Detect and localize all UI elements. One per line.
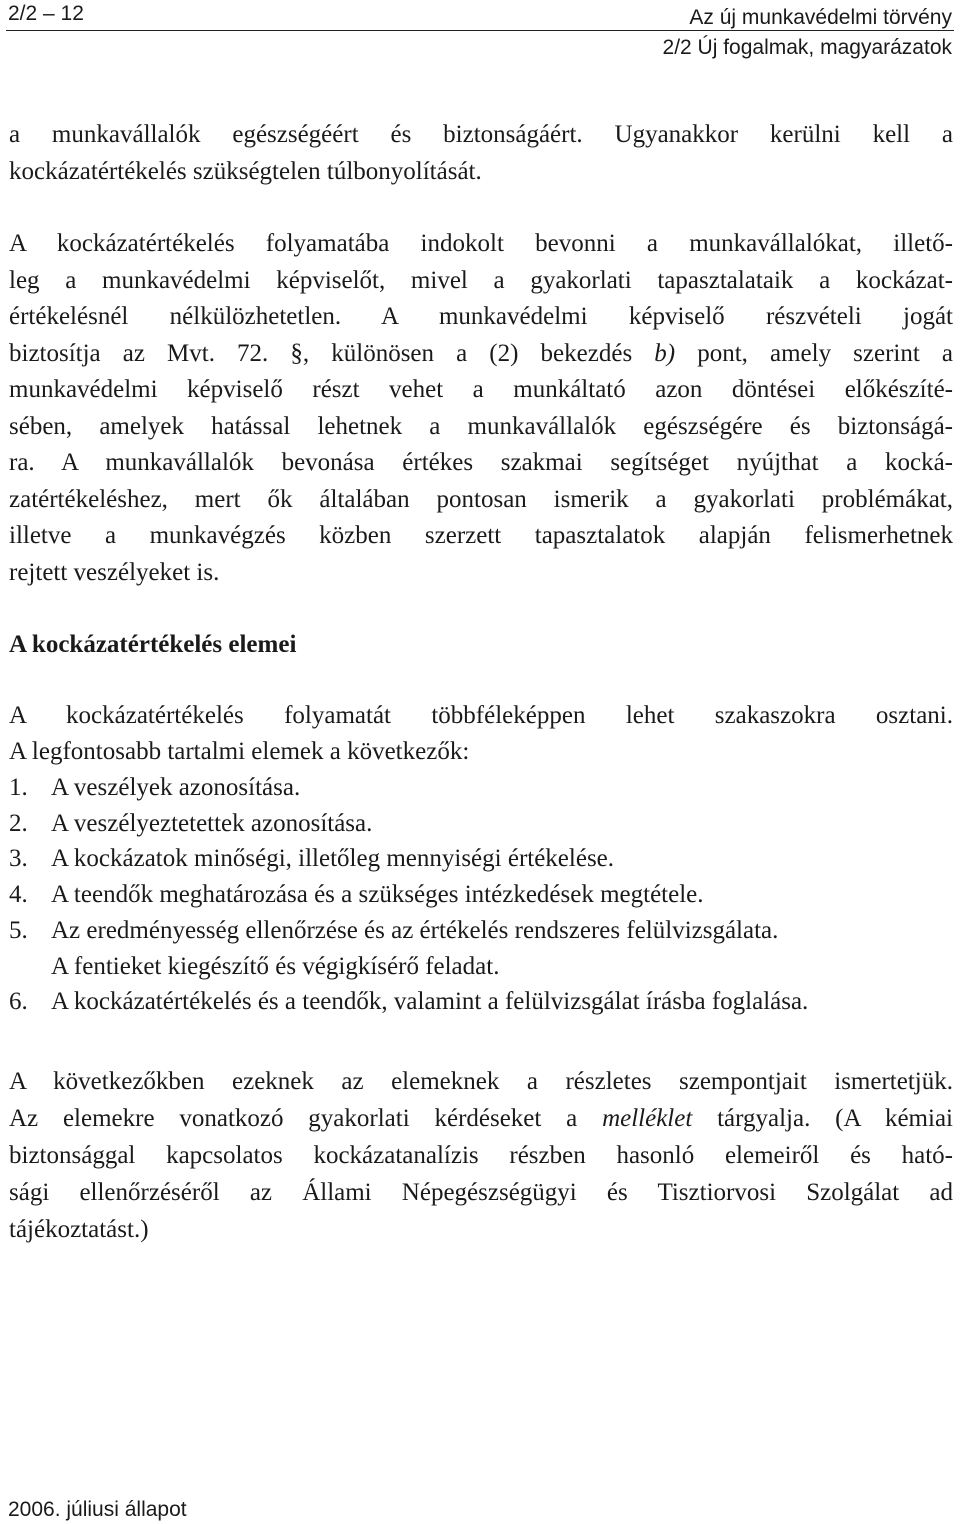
paragraph-line: sági ellenőrzéséről az Állami Népegészségügyi és Tisztiorvosi Szolgálat ad [9, 1179, 953, 1206]
footer-date-status: 2006. júliusi állapot [8, 1498, 187, 1521]
list-number: 6. [9, 988, 28, 1016]
elements-list [9, 770, 953, 1020]
paragraph-line: illetve a munkavégzés közben szerzett tapasztalatok alapján felismerhetnek [9, 522, 953, 549]
italic-run: b) [654, 339, 676, 367]
paragraph-line: biztonsággal kapcsolatos kockázatanalízis részben hasonló elemeiről és ható- [9, 1142, 953, 1169]
list-text: A teendők meghatározása és a szükséges intézkedések megtétele. [51, 881, 704, 909]
paragraph-2 [9, 226, 953, 591]
intro-line: A kockázatértékelés folyamatát többféleképpen lehet szakaszokra osztani. [9, 702, 953, 729]
list-text: A kockázatok minőségi, illetőleg mennyiségi értékelése. [51, 845, 615, 873]
list-text: A veszélyek azonosítása. [51, 774, 301, 801]
list-text: Az eredményesség ellenőrzése és az értékelés rendszeres felülvizsgálata. [51, 916, 779, 944]
paragraph-line: rejtett veszélyeket is. [9, 558, 220, 586]
paragraph-1 [9, 117, 953, 190]
paragraph-line: értékelésnél nélkülözhetetlen. A munkavédelmi képviselő részvételi jogát [9, 303, 953, 330]
text-run: biztosítja az Mvt. 72. §, különösen a (2) bekezdés [9, 339, 655, 367]
paragraph-line: kockázatértékelés szükségtelen túlbonyolítását. [9, 157, 482, 185]
paragraph-line: leg a munkavédelmi képviselőt, mivel a gyakorlati tapasztalataik a kockázat- [9, 266, 953, 294]
intro-line: A legfontosabb tartalmi elemek a következők: [9, 738, 470, 765]
list-item [9, 770, 953, 806]
paragraph-line: a munkavállalók egészségéért és biztonságáért. Ugyanakkor kerülni kell a [9, 121, 953, 148]
running-header [663, 1, 952, 65]
paragraph-line: A következőkben ezeknek az elemeknek a részletes szempontjait ismertetjük. [9, 1068, 953, 1095]
book-title: Az új munkavédelmi törvény [689, 6, 952, 29]
paragraph-line: A kockázatértékelés folyamatába indokolt bevonni a munkavállalókat, illető- [9, 230, 953, 257]
text-run: pont, amely szerint a [675, 339, 953, 367]
list-text: A veszélyeztetettek azonosítása. [51, 809, 373, 837]
text-run: tárgyalja. (A kémiai [692, 1105, 953, 1132]
list-item [9, 806, 953, 842]
section-intro [9, 698, 953, 770]
list-text-continuation: A fentieket kiegészítő és végigkísérő feladat. [51, 952, 500, 980]
italic-run: melléklet [602, 1105, 693, 1132]
list-number: 4. [9, 881, 28, 909]
list-item [9, 984, 953, 1020]
page-reference: 2/2 – 12 [8, 2, 84, 25]
list-item [9, 913, 953, 984]
list-text: A kockázatértékelés és a teendők, valamint a felülvizsgálat írásba foglalása. [51, 988, 809, 1016]
section-heading: A kockázatértékelés elemei [9, 631, 297, 658]
list-item [9, 877, 953, 913]
paragraph-line: munkavédelmi képviselő részt vehet a munkáltató azon döntései előkészíté- [9, 376, 953, 403]
closing-paragraph [9, 1063, 953, 1248]
paragraph-line: zatértékeléshez, mert ők általában pontosan ismerik a gyakorlati problémákat, [9, 485, 953, 513]
header-divider [6, 30, 954, 31]
list-number: 3. [9, 845, 28, 873]
list-number: 1. [9, 774, 28, 801]
list-number: 2. [9, 809, 28, 837]
paragraph-line: tájékoztatást.) [9, 1216, 149, 1243]
paragraph-line: ra. A munkavállalók bevonása értékes szakmai segítséget nyújthat a kocká- [9, 449, 953, 476]
paragraph-line-with-italic [9, 336, 953, 373]
list-item [9, 841, 953, 877]
paragraph-line-with-italic [9, 1100, 953, 1137]
section-title: 2/2 Új fogalmak, magyarázatok [662, 36, 952, 59]
list-text-wrapper [51, 913, 953, 984]
text-run: Az elemekre vonatkozó gyakorlati kérdéseket a [9, 1105, 603, 1132]
paragraph-line: sében, amelyek hatással lehetnek a munkavállalók egészségére és biztonságá- [9, 412, 953, 440]
list-number: 5. [9, 916, 28, 944]
